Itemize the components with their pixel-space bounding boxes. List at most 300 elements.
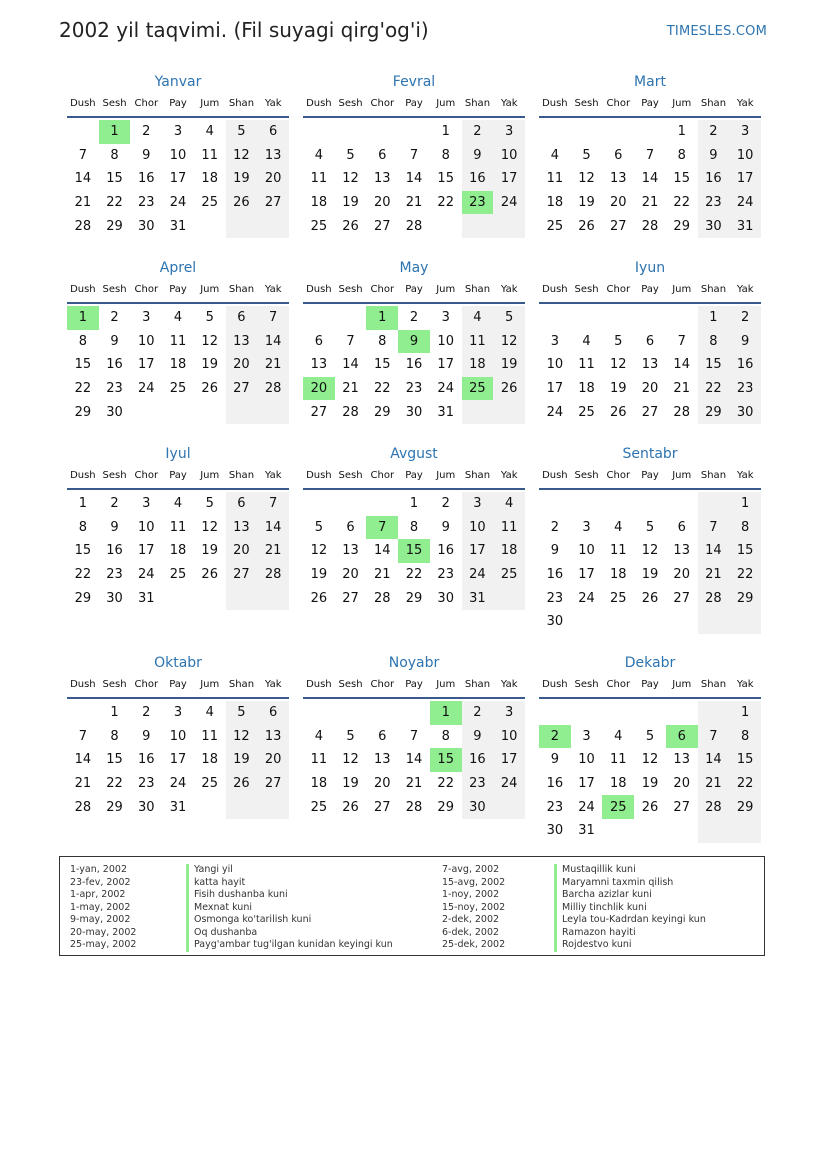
day-cell: 14 [405, 752, 423, 768]
day-cell: 12 [578, 171, 595, 187]
empty-day-cell [634, 610, 666, 634]
day-cell: 11 [169, 333, 187, 349]
weekday-header [303, 677, 525, 699]
day-cell: 26 [342, 218, 359, 234]
day-cell: 13 [641, 357, 659, 373]
day-cell: 26 [342, 799, 359, 815]
day-cell: 26 [641, 590, 659, 606]
weekday-label: Sesh [102, 284, 127, 295]
weekday-label: Dush [306, 679, 332, 690]
day-cell: 13 [673, 543, 690, 559]
empty-day-cell [335, 120, 367, 144]
day-cell: 26 [610, 404, 627, 420]
day-cell: 21 [257, 353, 289, 377]
day-cell: 22 [437, 776, 454, 792]
weekday-label: Shan [228, 679, 255, 690]
weekday-label: Shan [464, 470, 491, 481]
day-cell: 19 [641, 567, 659, 583]
empty-day-cell [666, 306, 698, 330]
empty-day-cell [257, 400, 289, 424]
day-cell: 23 [546, 799, 564, 815]
day-cell: 27 [226, 563, 258, 587]
weekday-label: Pay [641, 98, 659, 109]
day-cell: 21 [641, 195, 659, 211]
month-name: Yanvar [154, 74, 202, 90]
day-cell: 2 [729, 306, 761, 330]
legend-dates-right [442, 864, 505, 952]
day-cell: 30 [462, 795, 494, 819]
day-cell: 27 [610, 218, 627, 234]
month-iyun [539, 258, 761, 424]
day-cell: 26 [226, 772, 258, 796]
day-cell: 28 [374, 590, 391, 606]
day-cell: 16 [698, 167, 730, 191]
day-cell: 8 [441, 147, 450, 163]
weekday-header [539, 677, 761, 699]
day-cell: 22 [74, 381, 92, 397]
day-cell: 15 [729, 748, 761, 772]
day-cell: 22 [729, 772, 761, 796]
day-cell: 11 [169, 519, 187, 535]
day-cell: 2 [550, 519, 559, 535]
month-name: Aprel [159, 260, 197, 276]
month-fevral [303, 72, 525, 238]
day-cell: 14 [641, 171, 659, 187]
day-grid [303, 120, 525, 238]
day-cell: 18 [610, 776, 627, 792]
day-cell: 9 [462, 144, 494, 168]
month-aprel [67, 258, 289, 424]
holiday-name: Maryamni taxmin qilish [554, 877, 706, 890]
day-cell: 24 [169, 195, 187, 211]
day-cell: 31 [729, 214, 761, 238]
holiday-day-cell: 1 [366, 306, 398, 330]
day-cell: 15 [74, 357, 92, 373]
empty-day-cell [539, 120, 571, 144]
weekday-label: Dush [306, 470, 332, 481]
day-cell: 21 [74, 776, 92, 792]
weekday-label: Jum [436, 284, 456, 295]
day-cell: 10 [169, 147, 187, 163]
month-iyul [67, 444, 289, 610]
day-cell: 24 [138, 381, 155, 397]
day-cell: 18 [310, 195, 328, 211]
day-cell: 10 [138, 519, 155, 535]
weekday-label: Sesh [102, 679, 127, 690]
empty-day-cell [666, 819, 698, 843]
holiday-date: 25-may, 2002 [70, 939, 137, 950]
day-cell: 1 [110, 705, 119, 721]
day-cell: 25 [169, 567, 187, 583]
day-cell: 28 [698, 586, 730, 610]
day-cell: 30 [729, 400, 761, 424]
day-cell: 26 [641, 799, 659, 815]
day-cell: 11 [201, 147, 218, 163]
day-cell: 16 [462, 167, 494, 191]
day-cell: 17 [169, 171, 187, 187]
empty-day-cell [698, 819, 730, 843]
day-cell: 18 [493, 539, 525, 563]
day-cell: 10 [729, 144, 761, 168]
holiday-date: 1-may, 2002 [70, 901, 131, 913]
empty-day-cell [194, 400, 226, 424]
day-cell: 25 [578, 404, 595, 420]
day-cell: 5 [226, 701, 258, 725]
day-cell: 29 [405, 590, 423, 606]
day-cell: 5 [346, 147, 355, 163]
day-cell: 7 [645, 147, 655, 163]
empty-day-cell [493, 400, 525, 424]
day-cell: 10 [169, 728, 187, 744]
day-cell: 13 [226, 330, 258, 354]
holiday-day-cell: 1 [430, 701, 462, 725]
empty-day-cell [602, 306, 634, 330]
day-cell: 22 [698, 377, 730, 401]
day-cell: 17 [493, 167, 525, 191]
month-name: Mart [634, 74, 666, 90]
empty-day-cell [493, 586, 525, 610]
day-cell: 14 [673, 357, 690, 373]
day-cell: 3 [441, 310, 450, 326]
day-cell: 31 [578, 823, 595, 839]
day-cell: 20 [610, 195, 627, 211]
day-cell: 7 [346, 333, 355, 349]
holiday-day-cell: 2 [539, 725, 571, 749]
day-cell: 6 [257, 120, 289, 144]
brand-link[interactable]: TIMESLES.COM [666, 24, 767, 39]
day-cell: 25 [493, 563, 525, 587]
day-cell: 1 [729, 492, 761, 516]
day-cell: 30 [106, 404, 123, 420]
empty-day-cell [226, 795, 258, 819]
empty-day-cell [366, 701, 398, 725]
month-noyabr [303, 653, 525, 819]
empty-day-cell [194, 586, 226, 610]
month-dekabr [539, 653, 761, 843]
empty-day-cell [162, 586, 194, 610]
holiday-date: 1-apr, 2002 [70, 889, 126, 900]
day-cell: 28 [405, 218, 423, 234]
day-cell: 11 [610, 752, 627, 768]
day-cell: 25 [546, 218, 564, 234]
weekday-header [303, 96, 525, 118]
day-cell: 7 [78, 147, 87, 163]
weekday-label: Shan [464, 284, 491, 295]
day-cell: 22 [405, 567, 423, 583]
day-cell: 4 [314, 147, 323, 163]
day-cell: 8 [110, 728, 119, 744]
day-cell: 10 [578, 543, 595, 559]
day-cell: 7 [677, 333, 686, 349]
day-cell: 7 [409, 728, 419, 744]
empty-day-cell [226, 400, 258, 424]
day-cell: 8 [441, 728, 450, 744]
day-cell: 12 [342, 752, 359, 768]
empty-day-cell [303, 306, 335, 330]
day-cell: 12 [641, 543, 659, 559]
holiday-date: 9-may, 2002 [70, 914, 131, 925]
weekday-label: Sesh [338, 284, 363, 295]
day-cell: 19 [610, 381, 627, 397]
empty-day-cell [634, 120, 666, 144]
day-cell: 13 [342, 543, 359, 559]
day-cell: 27 [673, 799, 690, 815]
day-cell: 12 [493, 330, 525, 354]
day-cell: 19 [310, 567, 328, 583]
day-cell: 25 [310, 799, 328, 815]
empty-day-cell [602, 610, 634, 634]
weekday-label: Pay [641, 284, 659, 295]
weekday-label: Jum [672, 679, 692, 690]
day-cell: 21 [673, 381, 690, 397]
day-cell: 26 [493, 377, 525, 401]
holiday-day-cell: 7 [366, 516, 398, 540]
empty-day-cell [634, 701, 666, 725]
day-cell: 8 [110, 147, 119, 163]
holiday-legend [59, 856, 765, 956]
day-cell: 24 [437, 381, 454, 397]
day-cell: 27 [310, 404, 328, 420]
weekday-label: Shan [700, 679, 727, 690]
day-cell: 3 [550, 333, 559, 349]
day-cell: 17 [462, 539, 494, 563]
day-cell: 5 [346, 728, 355, 744]
day-cell: 14 [342, 357, 359, 373]
day-cell: 12 [201, 519, 218, 535]
day-cell: 19 [342, 776, 359, 792]
day-cell: 13 [673, 752, 690, 768]
weekday-label: Chor [370, 470, 395, 481]
day-cell: 14 [257, 330, 289, 354]
day-cell: 20 [342, 567, 359, 583]
day-cell: 30 [698, 214, 730, 238]
day-grid [303, 492, 525, 610]
day-cell: 4 [614, 728, 623, 744]
day-cell: 24 [729, 191, 761, 215]
day-cell: 7 [409, 147, 419, 163]
day-cell: 20 [226, 539, 258, 563]
day-grid [303, 306, 525, 424]
weekday-label: Shan [464, 98, 491, 109]
day-cell: 13 [257, 725, 289, 749]
day-cell: 3 [493, 120, 525, 144]
empty-day-cell [430, 214, 462, 238]
day-cell: 4 [614, 519, 623, 535]
day-cell: 4 [462, 306, 494, 330]
day-grid [539, 492, 761, 634]
day-cell: 31 [169, 799, 187, 815]
weekday-label: Sesh [338, 470, 363, 481]
day-cell: 15 [729, 539, 761, 563]
day-cell: 16 [106, 357, 123, 373]
day-cell: 14 [257, 516, 289, 540]
weekday-label: Sesh [574, 470, 599, 481]
holiday-name: Payg'ambar tug'ilgan kunidan keyingi kun [186, 939, 393, 952]
day-cell: 5 [205, 310, 214, 326]
day-cell: 26 [226, 191, 258, 215]
day-cell: 7 [698, 516, 730, 540]
day-cell: 15 [74, 543, 92, 559]
day-cell: 29 [374, 404, 391, 420]
day-cell: 8 [729, 725, 761, 749]
day-cell: 11 [610, 543, 627, 559]
day-cell: 27 [374, 799, 391, 815]
weekday-label: Dush [542, 98, 568, 109]
weekday-label: Yak [500, 98, 518, 109]
day-cell: 30 [437, 590, 454, 606]
empty-day-cell [398, 120, 430, 144]
day-cell: 31 [169, 218, 187, 234]
day-cell: 28 [257, 377, 289, 401]
day-cell: 16 [437, 543, 454, 559]
weekday-label: Sesh [574, 98, 599, 109]
day-cell: 9 [441, 519, 450, 535]
day-cell: 11 [201, 728, 218, 744]
empty-day-cell [571, 701, 603, 725]
day-cell: 2 [110, 310, 119, 326]
weekday-label: Shan [700, 470, 727, 481]
day-cell: 8 [409, 519, 419, 535]
empty-day-cell [539, 701, 571, 725]
day-cell: 3 [173, 124, 183, 140]
day-cell: 16 [106, 543, 123, 559]
day-cell: 11 [493, 516, 525, 540]
weekday-label: Dush [70, 284, 96, 295]
holiday-date: 7-avg, 2002 [442, 864, 500, 875]
empty-day-cell [729, 610, 761, 634]
day-cell: 23 [138, 776, 155, 792]
day-cell: 6 [226, 306, 258, 330]
day-cell: 17 [138, 357, 155, 373]
day-cell: 31 [138, 590, 155, 606]
day-cell: 9 [550, 752, 559, 768]
day-cell: 28 [342, 404, 359, 420]
day-cell: 18 [310, 776, 328, 792]
weekday-label: Jum [436, 470, 456, 481]
day-cell: 8 [677, 147, 686, 163]
empty-day-cell [303, 701, 335, 725]
empty-day-cell [257, 795, 289, 819]
empty-day-cell [602, 819, 634, 843]
day-grid [67, 120, 289, 238]
day-grid [539, 306, 761, 424]
day-cell: 29 [74, 404, 92, 420]
day-cell: 13 [226, 516, 258, 540]
day-cell: 7 [698, 725, 730, 749]
day-cell: 13 [257, 144, 289, 168]
day-cell: 21 [405, 776, 423, 792]
empty-day-cell [571, 306, 603, 330]
holiday-date: 20-may, 2002 [70, 926, 137, 938]
day-cell: 29 [106, 218, 123, 234]
month-name: Sentabr [622, 446, 678, 462]
day-cell: 20 [257, 748, 289, 772]
weekday-label: Chor [606, 98, 631, 109]
day-cell: 10 [546, 357, 564, 373]
holiday-date: 2-dek, 2002 [442, 914, 500, 925]
weekday-label: Dush [306, 98, 332, 109]
weekday-label: Shan [228, 284, 255, 295]
weekday-label: Jum [672, 470, 692, 481]
day-cell: 13 [610, 171, 627, 187]
empty-day-cell [539, 492, 571, 516]
weekday-label: Dush [70, 470, 96, 481]
day-cell: 16 [138, 752, 155, 768]
day-cell: 23 [546, 590, 564, 606]
day-cell: 17 [493, 748, 525, 772]
weekday-label: Pay [405, 284, 423, 295]
day-cell: 9 [729, 330, 761, 354]
empty-day-cell [226, 214, 258, 238]
day-cell: 6 [614, 147, 623, 163]
empty-day-cell [398, 701, 430, 725]
day-cell: 18 [578, 381, 595, 397]
day-cell: 13 [374, 752, 391, 768]
holiday-day-cell: 23 [462, 191, 494, 215]
day-cell: 19 [578, 195, 595, 211]
day-cell: 17 [578, 776, 595, 792]
day-cell: 9 [142, 147, 151, 163]
empty-day-cell [698, 701, 730, 725]
day-cell: 18 [201, 752, 218, 768]
day-cell: 3 [142, 496, 151, 512]
day-cell: 23 [138, 195, 155, 211]
holiday-name: Barcha azizlar kuni [554, 889, 706, 902]
weekday-header [303, 282, 525, 304]
day-cell: 1 [677, 124, 686, 140]
empty-day-cell [366, 492, 398, 516]
day-cell: 14 [74, 752, 92, 768]
empty-day-cell [698, 610, 730, 634]
day-cell: 22 [673, 195, 690, 211]
day-cell: 2 [462, 701, 494, 725]
day-cell: 26 [578, 218, 595, 234]
weekday-label: Chor [134, 679, 159, 690]
day-cell: 16 [138, 171, 155, 187]
weekday-label: Yak [264, 284, 282, 295]
weekday-label: Yak [736, 98, 754, 109]
empty-day-cell [67, 120, 99, 144]
holiday-name: Ramazon hayiti [554, 927, 706, 940]
day-cell: 28 [673, 404, 690, 420]
day-cell: 18 [201, 171, 218, 187]
day-cell: 10 [578, 752, 595, 768]
day-cell: 19 [226, 748, 258, 772]
holiday-day-cell: 25 [602, 795, 634, 819]
day-cell: 31 [437, 404, 454, 420]
day-cell: 20 [641, 381, 659, 397]
day-cell: 27 [641, 404, 659, 420]
day-cell: 24 [578, 590, 595, 606]
day-cell: 28 [74, 799, 92, 815]
day-cell: 22 [106, 776, 123, 792]
weekday-label: Yak [264, 470, 282, 481]
month-oktabr [67, 653, 289, 819]
weekday-label: Dush [542, 284, 568, 295]
day-cell: 9 [110, 333, 119, 349]
empty-day-cell [666, 610, 698, 634]
month-may [303, 258, 525, 424]
day-cell: 30 [106, 590, 123, 606]
day-cell: 5 [645, 728, 655, 744]
legend-names-right [554, 864, 706, 952]
empty-day-cell [67, 701, 99, 725]
day-cell: 22 [106, 195, 123, 211]
day-cell: 19 [226, 167, 258, 191]
day-cell: 18 [546, 195, 564, 211]
day-cell: 6 [314, 333, 323, 349]
empty-day-cell [335, 701, 367, 725]
